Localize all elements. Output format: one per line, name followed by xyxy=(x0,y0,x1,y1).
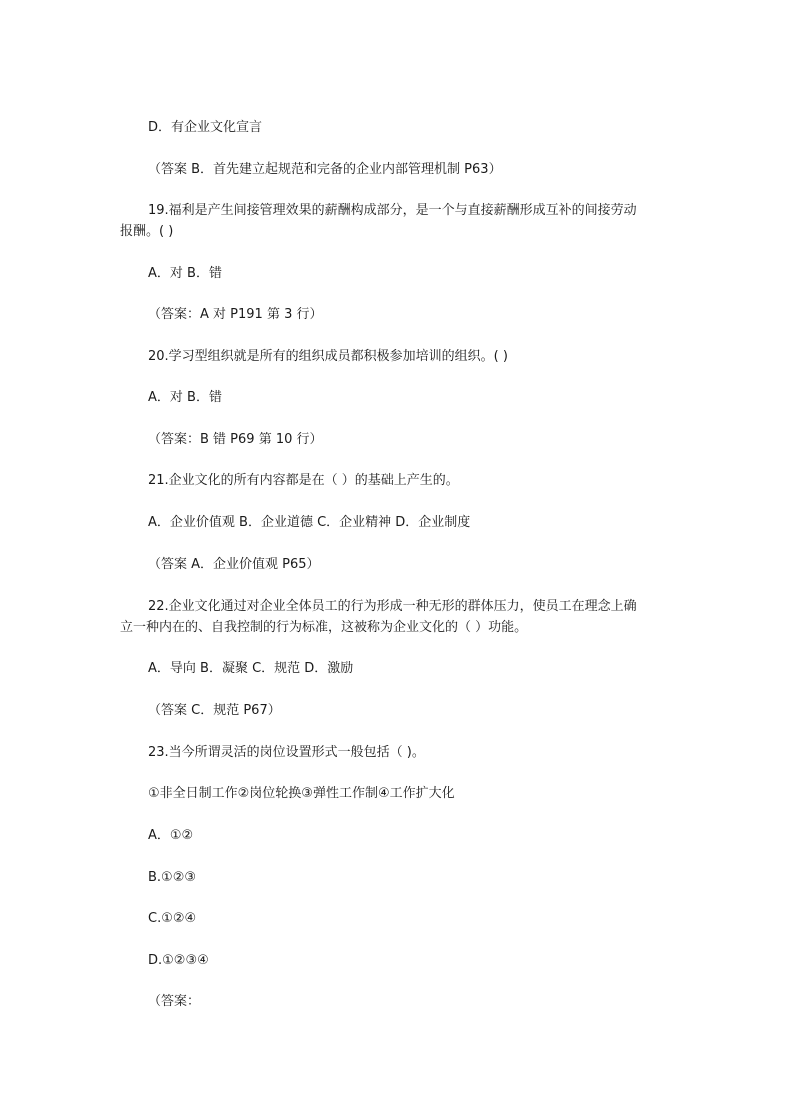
question-23-option-b: B.①②③ xyxy=(148,870,197,885)
question-22-answer: （答案 C．规范 P67） xyxy=(148,703,281,718)
question-20-answer: （答案：B 错 P69 第 10 行） xyxy=(148,432,323,447)
question-20: 20.学习型组织就是所有的组织成员都积极参加培训的组织。( ) xyxy=(148,349,508,364)
question-20-options: A．对 B．错 xyxy=(148,390,222,405)
question-23-items: ①非全日制工作②岗位轮换③弹性工作制④工作扩大化 xyxy=(148,786,455,801)
question-23: 23.当今所谓灵活的岗位设置形式一般包括（ )。 xyxy=(148,745,425,760)
question-19: 19.福利是产生间接管理效果的薪酬构成部分，是一个与直接薪酬形成互补的间接劳动 xyxy=(148,203,637,218)
question-21: 21.企业文化的所有内容都是在（ ）的基础上产生的。 xyxy=(148,473,459,488)
question-23-option-c: C.①②④ xyxy=(148,911,197,926)
question-23-option-d: D.①②③④ xyxy=(148,953,209,968)
option-d-line: D．有企业文化宣言 xyxy=(148,120,263,135)
question-21-answer: （答案 A．企业价值观 P65） xyxy=(148,557,320,572)
question-22-continued: 立一种内在的、自我控制的行为标准，这被称为企业文化的（ ）功能。 xyxy=(120,620,528,635)
question-23-option-a: A．①② xyxy=(148,828,194,843)
answer-line: （答案 B．首先建立起规范和完备的企业内部管理机制 P63） xyxy=(148,162,502,177)
question-22-options: A．导向 B．凝聚 C．规范 D．激励 xyxy=(148,661,354,676)
question-19-continued: 报酬。( ) xyxy=(120,224,174,239)
question-21-options: A．企业价值观 B．企业道德 C．企业精神 D．企业制度 xyxy=(148,515,471,530)
question-19-options: A．对 B．错 xyxy=(148,266,222,281)
question-23-answer: （答案： xyxy=(148,994,201,1009)
question-19-answer: （答案：A 对 P191 第 3 行） xyxy=(148,307,323,322)
question-22: 22.企业文化通过对企业全体员工的行为形成一种无形的群体压力，使员工在理念上确 xyxy=(148,599,637,614)
